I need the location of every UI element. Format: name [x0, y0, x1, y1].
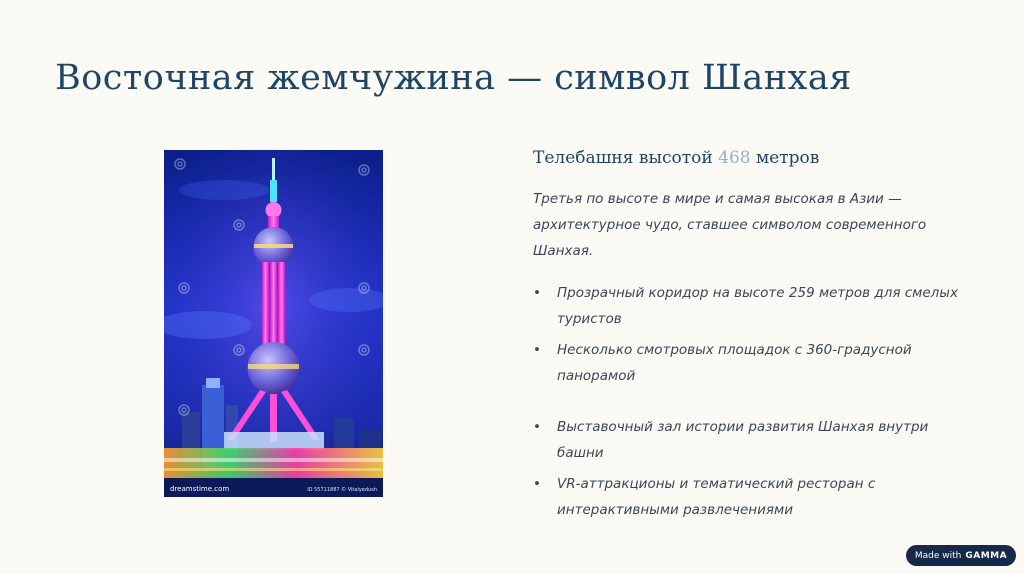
bullet-icon: •: [533, 476, 541, 492]
list-item: [533, 414, 963, 466]
tower-height-number: 468: [718, 148, 751, 168]
text-content: [533, 148, 963, 528]
bullet-icon: •: [533, 285, 541, 301]
gamma-logo: GAMMA: [965, 550, 1008, 561]
list-item-text: VR-аттракционы и тематический ресторан с интерактивными развлечениями: [557, 476, 876, 518]
badge-prefix: Made with: [914, 550, 962, 561]
list-item-text: Несколько смотровых площадок с 360-градусной панорамой: [557, 342, 912, 384]
photo-footer-left: dreamstime.com: [170, 485, 230, 493]
list-item-text: Выставочный зал истории развития Шанхая внутри башни: [557, 419, 929, 461]
tower-height-heading: [533, 148, 963, 168]
bullet-icon: •: [533, 342, 541, 358]
list-item: [533, 471, 963, 523]
tower-photo: [164, 150, 383, 497]
feature-list: [533, 280, 963, 523]
intro-paragraph: Третья по высоте в мире и самая высокая в Азии — архитектурное чудо, ставшее символом современного Шанхая.: [533, 191, 927, 259]
made-with-gamma-badge[interactable]: [906, 545, 1016, 566]
slide-title: Восточная жемчужина — символ Шанхая: [55, 58, 852, 98]
photo-footer-right: ID 55711887 © Vitalyedush: [307, 487, 377, 493]
subtitle-prefix: Телебашня высотой: [533, 148, 719, 168]
oriental-pearl-tower-image: [164, 150, 383, 497]
list-item: [533, 337, 963, 389]
bullet-icon: •: [533, 419, 541, 435]
subtitle-suffix: метров: [750, 148, 820, 168]
list-item: [533, 280, 963, 332]
list-item-text: Прозрачный коридор на высоте 259 метров для смелых туристов: [557, 285, 958, 327]
